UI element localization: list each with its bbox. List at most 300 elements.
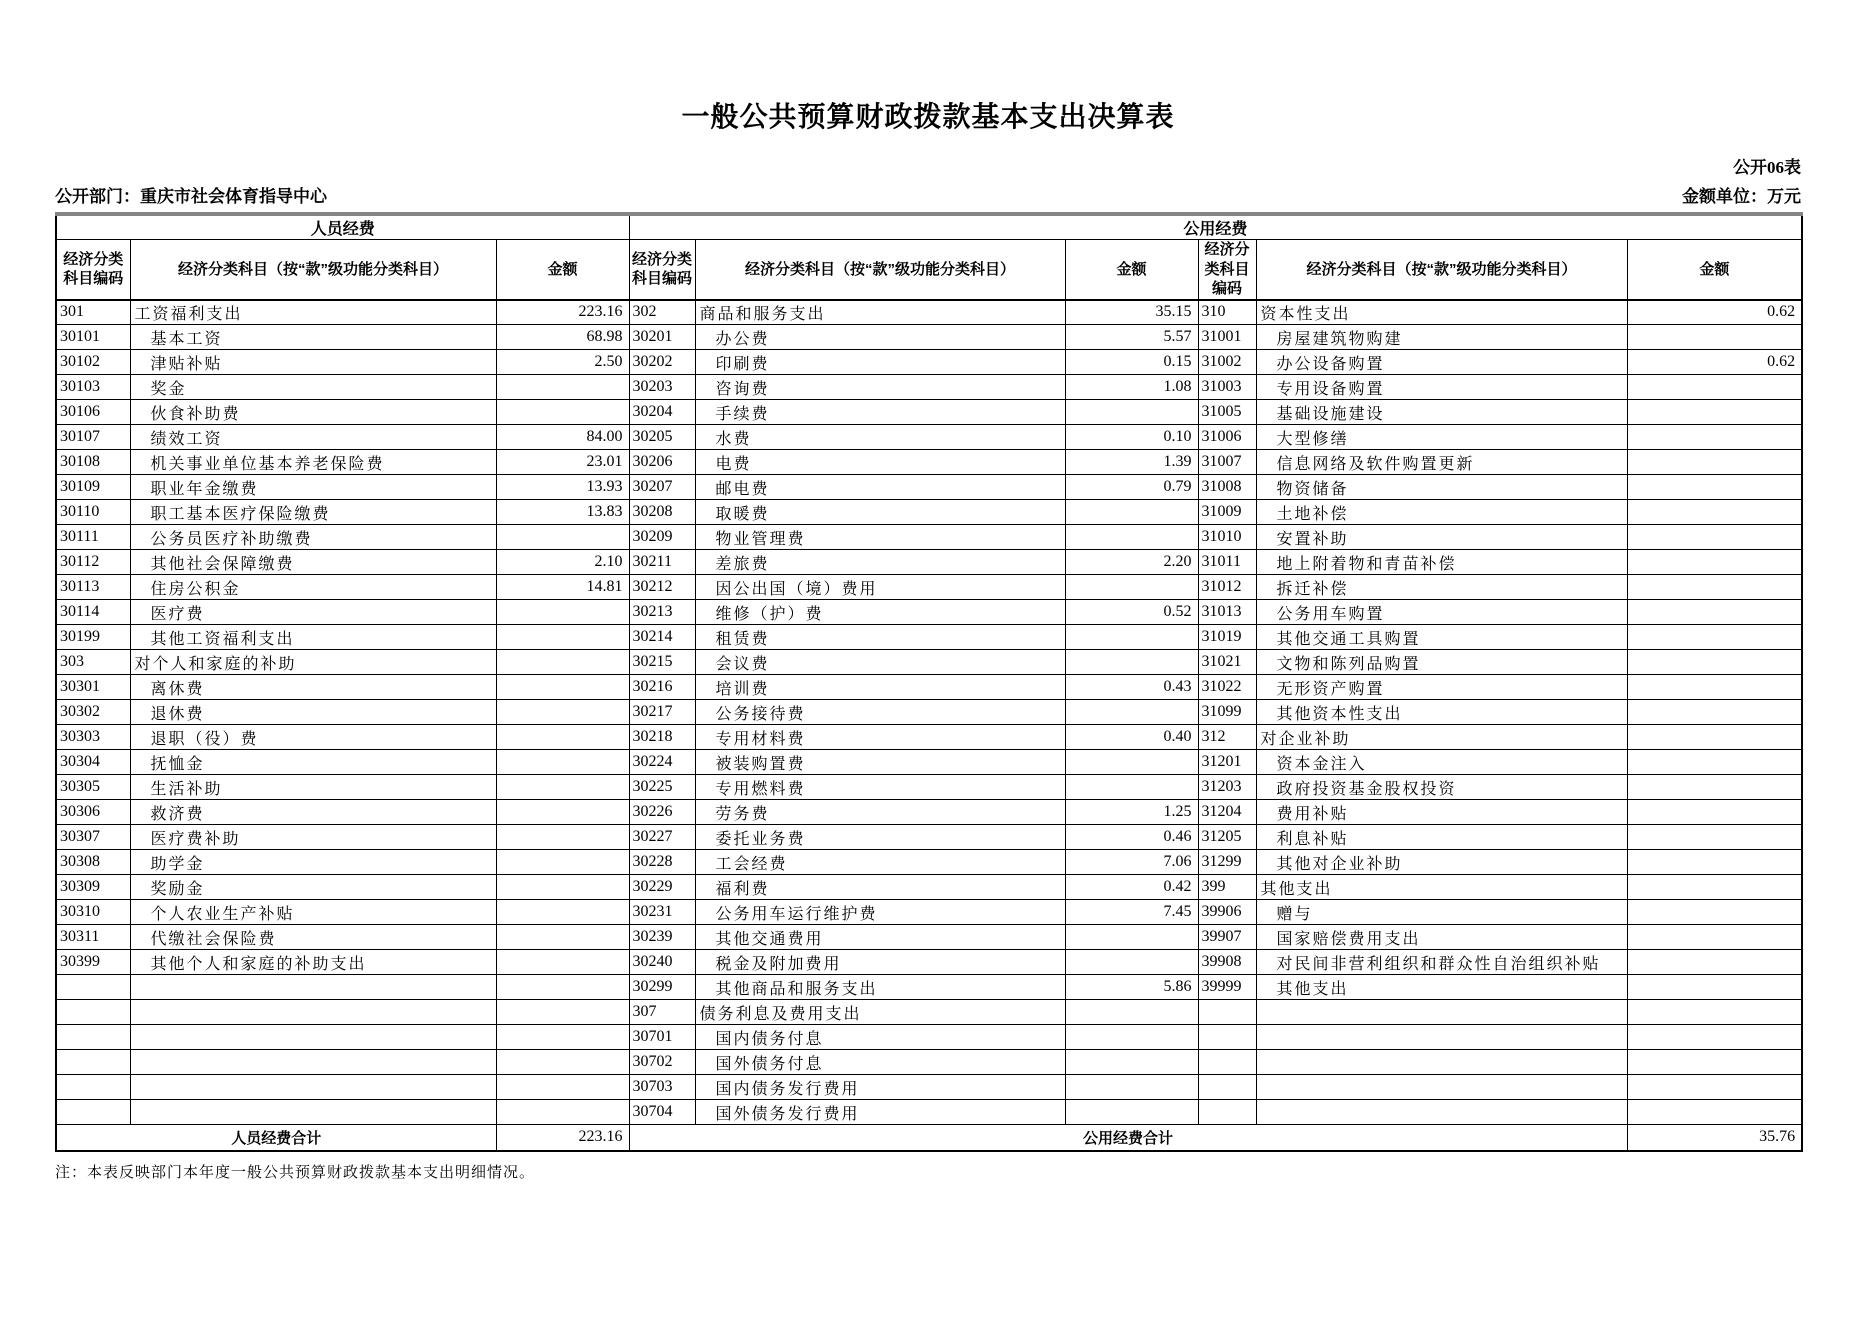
subject-name-cell: 津贴补贴 (130, 350, 496, 375)
amount-cell (1627, 325, 1802, 350)
amount-cell (1627, 1100, 1802, 1125)
subject-name-cell: 工资福利支出 (130, 300, 496, 325)
col-header-amount-3: 金额 (1627, 240, 1802, 300)
amount-cell (1627, 1075, 1802, 1100)
subject-name-cell: 费用补贴 (1256, 800, 1627, 825)
economic-code-cell: 30203 (629, 375, 695, 400)
amount-cell: 23.01 (496, 450, 629, 475)
economic-code-cell: 30217 (629, 700, 695, 725)
amount-cell (1627, 775, 1802, 800)
economic-code-cell: 30305 (56, 775, 130, 800)
table-body (56, 300, 1802, 1125)
subject-name-cell (130, 1100, 496, 1125)
subject-name-cell: 国内债务发行费用 (695, 1075, 1065, 1100)
amount-cell (1065, 1075, 1198, 1100)
table-row (56, 575, 1802, 600)
table-row (56, 450, 1802, 475)
economic-code-cell: 30205 (629, 425, 695, 450)
subject-name-cell: 对个人和家庭的补助 (130, 650, 496, 675)
table-row (56, 600, 1802, 625)
economic-code-cell: 30214 (629, 625, 695, 650)
amount-cell (496, 525, 629, 550)
table-row (56, 900, 1802, 925)
amount-cell (1627, 450, 1802, 475)
subject-name-cell: 其他工资福利支出 (130, 625, 496, 650)
unit-label: 金额单位：万元 (1682, 187, 1801, 206)
amount-cell (1627, 600, 1802, 625)
economic-code-cell: 31299 (1198, 850, 1256, 875)
subject-name-cell: 印刷费 (695, 350, 1065, 375)
economic-code-cell: 399 (1198, 875, 1256, 900)
economic-code-cell: 30303 (56, 725, 130, 750)
amount-cell (1065, 1100, 1198, 1125)
amount-cell (1627, 375, 1802, 400)
subject-name-cell: 其他个人和家庭的补助支出 (130, 950, 496, 975)
subject-name-cell: 水费 (695, 425, 1065, 450)
amount-cell (1065, 750, 1198, 775)
amount-cell (1627, 650, 1802, 675)
economic-code-cell (56, 1075, 130, 1100)
amount-cell: 0.79 (1065, 475, 1198, 500)
subject-name-cell: 伙食补助费 (130, 400, 496, 425)
subject-name-cell: 邮电费 (695, 475, 1065, 500)
subject-name-cell: 物业管理费 (695, 525, 1065, 550)
amount-cell: 13.93 (496, 475, 629, 500)
table-row (56, 1100, 1802, 1125)
subject-name-cell (130, 1050, 496, 1075)
economic-code-cell: 30114 (56, 600, 130, 625)
economic-code-cell: 30399 (56, 950, 130, 975)
subject-name-cell: 住房公积金 (130, 575, 496, 600)
economic-code-cell: 39999 (1198, 975, 1256, 1000)
subject-name-cell: 资本金注入 (1256, 750, 1627, 775)
amount-cell (1627, 850, 1802, 875)
amount-cell: 35.15 (1065, 300, 1198, 325)
subject-name-cell: 公务用车购置 (1256, 600, 1627, 625)
col-header-name-2: 经济分类科目（按“款”级功能分类科目） (695, 240, 1065, 300)
economic-code-cell: 30703 (629, 1075, 695, 1100)
subject-name-cell: 手续费 (695, 400, 1065, 425)
subject-name-cell: 利息补贴 (1256, 825, 1627, 850)
amount-cell (1627, 725, 1802, 750)
amount-cell (1065, 950, 1198, 975)
subject-name-cell: 差旅费 (695, 550, 1065, 575)
col-header-code-2: 经济分类科目编码 (629, 240, 695, 300)
economic-code-cell: 303 (56, 650, 130, 675)
col-header-code-1: 经济分类科目编码 (56, 240, 130, 300)
subject-name-cell: 资本性支出 (1256, 300, 1627, 325)
subject-name-cell: 办公费 (695, 325, 1065, 350)
economic-code-cell: 30109 (56, 475, 130, 500)
amount-cell (496, 950, 629, 975)
economic-code-cell (56, 1100, 130, 1125)
economic-code-cell: 301 (56, 300, 130, 325)
subject-name-cell: 电费 (695, 450, 1065, 475)
economic-code-cell: 30311 (56, 925, 130, 950)
subject-name-cell: 医疗费补助 (130, 825, 496, 850)
economic-code-cell: 30199 (56, 625, 130, 650)
subject-name-cell: 代缴社会保险费 (130, 925, 496, 950)
economic-code-cell: 31003 (1198, 375, 1256, 400)
col-header-amount-2: 金额 (1065, 240, 1198, 300)
subject-name-cell: 生活补助 (130, 775, 496, 800)
economic-code-cell: 31099 (1198, 700, 1256, 725)
col-header-code-3: 经济分类科目编码 (1198, 240, 1256, 300)
amount-cell (1065, 400, 1198, 425)
economic-code-cell: 30110 (56, 500, 130, 525)
subject-name-cell: 无形资产购置 (1256, 675, 1627, 700)
amount-cell (1627, 475, 1802, 500)
subject-name-cell: 其他支出 (1256, 975, 1627, 1000)
subject-name-cell: 安置补助 (1256, 525, 1627, 550)
amount-cell (496, 775, 629, 800)
economic-code-cell (1198, 1075, 1256, 1100)
economic-code-cell: 30226 (629, 800, 695, 825)
economic-code-cell: 30228 (629, 850, 695, 875)
economic-code-cell: 30299 (629, 975, 695, 1000)
subject-name-cell: 商品和服务支出 (695, 300, 1065, 325)
col-header-amount-1: 金额 (496, 240, 629, 300)
economic-code-cell (56, 975, 130, 1000)
amount-cell: 13.83 (496, 500, 629, 525)
subject-name-cell: 其他交通工具购置 (1256, 625, 1627, 650)
amount-cell (496, 825, 629, 850)
economic-code-cell: 30207 (629, 475, 695, 500)
subject-name-cell: 奖励金 (130, 875, 496, 900)
subject-name-cell: 债务利息及费用支出 (695, 1000, 1065, 1025)
amount-cell (1065, 500, 1198, 525)
subject-name-cell: 委托业务费 (695, 825, 1065, 850)
amount-cell (496, 800, 629, 825)
economic-code-cell (1198, 1100, 1256, 1125)
economic-code-cell: 30108 (56, 450, 130, 475)
subject-name-cell (1256, 1050, 1627, 1075)
subject-name-cell (1256, 1075, 1627, 1100)
economic-code-cell: 30211 (629, 550, 695, 575)
subject-name-cell: 公务用车运行维护费 (695, 900, 1065, 925)
economic-code-cell: 31005 (1198, 400, 1256, 425)
amount-cell: 84.00 (496, 425, 629, 450)
amount-cell (1627, 625, 1802, 650)
budget-table (55, 212, 1803, 1152)
subject-name-cell: 信息网络及软件购置更新 (1256, 450, 1627, 475)
economic-code-cell: 30225 (629, 775, 695, 800)
amount-cell (496, 700, 629, 725)
economic-code-cell: 30218 (629, 725, 695, 750)
economic-code-cell: 312 (1198, 725, 1256, 750)
subject-name-cell: 医疗费 (130, 600, 496, 625)
subject-name-cell: 对民间非营利组织和群众性自治组织补贴 (1256, 950, 1627, 975)
subject-name-cell: 因公出国（境）费用 (695, 575, 1065, 600)
amount-cell (1627, 925, 1802, 950)
subject-name-cell: 职业年金缴费 (130, 475, 496, 500)
amount-cell (1627, 675, 1802, 700)
table-row (56, 825, 1802, 850)
table-row (56, 550, 1802, 575)
amount-cell (496, 900, 629, 925)
table-row (56, 725, 1802, 750)
subject-name-cell (130, 1075, 496, 1100)
table-row (56, 525, 1802, 550)
economic-code-cell: 31021 (1198, 650, 1256, 675)
amount-cell (496, 400, 629, 425)
amount-cell: 0.52 (1065, 600, 1198, 625)
economic-code-cell: 31022 (1198, 675, 1256, 700)
table-row (56, 400, 1802, 425)
total-row (56, 1125, 1802, 1151)
amount-cell (1627, 800, 1802, 825)
table-row (56, 1050, 1802, 1075)
subject-name-cell: 奖金 (130, 375, 496, 400)
amount-cell (1627, 1025, 1802, 1050)
economic-code-cell: 30204 (629, 400, 695, 425)
column-header-row (56, 240, 1802, 300)
amount-cell: 0.10 (1065, 425, 1198, 450)
subject-name-cell: 物资储备 (1256, 475, 1627, 500)
department-label: 公开部门：重庆市社会体育指导中心 (55, 187, 327, 206)
amount-cell (1627, 975, 1802, 1000)
amount-cell (1627, 950, 1802, 975)
amount-cell (1627, 400, 1802, 425)
amount-cell: 223.16 (496, 300, 629, 325)
economic-code-cell: 30701 (629, 1025, 695, 1050)
amount-cell (1627, 700, 1802, 725)
economic-code-cell (56, 1050, 130, 1075)
subject-name-cell: 拆迁补偿 (1256, 575, 1627, 600)
subject-name-cell (130, 1025, 496, 1050)
table-row (56, 975, 1802, 1000)
subject-name-cell: 职工基本医疗保险缴费 (130, 500, 496, 525)
economic-code-cell: 302 (629, 300, 695, 325)
economic-code-cell: 31205 (1198, 825, 1256, 850)
subject-name-cell: 地上附着物和青苗补偿 (1256, 550, 1627, 575)
table-row (56, 375, 1802, 400)
table-row (56, 675, 1802, 700)
economic-code-cell: 31011 (1198, 550, 1256, 575)
subject-name-cell: 其他社会保障缴费 (130, 550, 496, 575)
sheet-code-label: 公开06表 (1733, 158, 1801, 177)
subject-name-cell: 土地补偿 (1256, 500, 1627, 525)
amount-cell: 5.57 (1065, 325, 1198, 350)
amount-cell: 0.42 (1065, 875, 1198, 900)
subject-name-cell: 国外债务付息 (695, 1050, 1065, 1075)
economic-code-cell: 30208 (629, 500, 695, 525)
economic-code-cell: 31010 (1198, 525, 1256, 550)
subject-name-cell: 公务接待费 (695, 700, 1065, 725)
economic-code-cell: 30106 (56, 400, 130, 425)
table-row (56, 425, 1802, 450)
economic-code-cell (1198, 1025, 1256, 1050)
table-row (56, 750, 1802, 775)
subject-name-cell: 其他支出 (1256, 875, 1627, 900)
economic-code-cell: 31007 (1198, 450, 1256, 475)
subject-name-cell: 维修（护）费 (695, 600, 1065, 625)
economic-code-cell: 39906 (1198, 900, 1256, 925)
subject-name-cell: 机关事业单位基本养老保险费 (130, 450, 496, 475)
amount-cell: 0.62 (1627, 350, 1802, 375)
subject-name-cell: 赠与 (1256, 900, 1627, 925)
amount-cell (1627, 825, 1802, 850)
group-header-personnel: 人员经费 (56, 214, 629, 240)
table-row (56, 650, 1802, 675)
table-row (56, 950, 1802, 975)
table-row (56, 775, 1802, 800)
amount-cell: 68.98 (496, 325, 629, 350)
economic-code-cell: 30304 (56, 750, 130, 775)
subject-name-cell: 福利费 (695, 875, 1065, 900)
economic-code-cell: 30310 (56, 900, 130, 925)
public-total-amount: 35.76 (1627, 1125, 1802, 1151)
table-row (56, 1025, 1802, 1050)
subject-name-cell: 会议费 (695, 650, 1065, 675)
col-header-name-1: 经济分类科目（按“款”级功能分类科目） (130, 240, 496, 300)
amount-cell (496, 1075, 629, 1100)
economic-code-cell: 30702 (629, 1050, 695, 1075)
economic-code-cell: 31009 (1198, 500, 1256, 525)
amount-cell: 7.06 (1065, 850, 1198, 875)
subject-name-cell: 其他资本性支出 (1256, 700, 1627, 725)
economic-code-cell: 31002 (1198, 350, 1256, 375)
economic-code-cell: 30212 (629, 575, 695, 600)
economic-code-cell: 30101 (56, 325, 130, 350)
economic-code-cell: 31012 (1198, 575, 1256, 600)
subject-name-cell: 国家赔偿费用支出 (1256, 925, 1627, 950)
subject-name-cell: 绩效工资 (130, 425, 496, 450)
subject-name-cell (1256, 1025, 1627, 1050)
amount-cell: 0.43 (1065, 675, 1198, 700)
economic-code-cell: 39908 (1198, 950, 1256, 975)
amount-cell (1627, 900, 1802, 925)
subject-name-cell: 租赁费 (695, 625, 1065, 650)
economic-code-cell: 307 (629, 1000, 695, 1025)
subject-name-cell: 其他交通费用 (695, 925, 1065, 950)
amount-cell (496, 1100, 629, 1125)
table-row (56, 300, 1802, 325)
economic-code-cell: 30216 (629, 675, 695, 700)
amount-cell (1065, 575, 1198, 600)
amount-cell (1627, 575, 1802, 600)
table-row (56, 625, 1802, 650)
amount-cell (1627, 1000, 1802, 1025)
subject-name-cell: 国外债务发行费用 (695, 1100, 1065, 1125)
table-row (56, 925, 1802, 950)
subject-name-cell: 离休费 (130, 675, 496, 700)
amount-cell: 2.20 (1065, 550, 1198, 575)
amount-cell: 7.45 (1065, 900, 1198, 925)
economic-code-cell (56, 1025, 130, 1050)
amount-cell (1065, 650, 1198, 675)
economic-code-cell: 31204 (1198, 800, 1256, 825)
economic-code-cell: 30309 (56, 875, 130, 900)
economic-code-cell (56, 1000, 130, 1025)
public-total-label: 公用经费合计 (629, 1125, 1627, 1151)
amount-cell (496, 1025, 629, 1050)
subject-name-cell: 政府投资基金股权投资 (1256, 775, 1627, 800)
economic-code-cell: 30307 (56, 825, 130, 850)
amount-cell (1065, 525, 1198, 550)
amount-cell (496, 375, 629, 400)
table-row (56, 700, 1802, 725)
amount-cell (1065, 925, 1198, 950)
amount-cell (1627, 750, 1802, 775)
amount-cell: 0.62 (1627, 300, 1802, 325)
economic-code-cell: 30231 (629, 900, 695, 925)
subject-name-cell: 退职（役）费 (130, 725, 496, 750)
amount-cell (1065, 1000, 1198, 1025)
table-row (56, 875, 1802, 900)
economic-code-cell: 30213 (629, 600, 695, 625)
economic-code-cell: 30202 (629, 350, 695, 375)
economic-code-cell: 30704 (629, 1100, 695, 1125)
economic-code-cell: 30227 (629, 825, 695, 850)
amount-cell (1627, 500, 1802, 525)
table-row (56, 475, 1802, 500)
subject-name-cell: 工会经费 (695, 850, 1065, 875)
amount-cell (1627, 425, 1802, 450)
economic-code-cell: 30201 (629, 325, 695, 350)
table-row (56, 500, 1802, 525)
economic-code-cell: 30301 (56, 675, 130, 700)
economic-code-cell: 30111 (56, 525, 130, 550)
amount-cell (496, 625, 629, 650)
amount-cell (496, 725, 629, 750)
economic-code-cell: 30224 (629, 750, 695, 775)
economic-code-cell: 30102 (56, 350, 130, 375)
amount-cell (1627, 525, 1802, 550)
col-header-name-3: 经济分类科目（按“款”级功能分类科目） (1256, 240, 1627, 300)
subject-name-cell: 其他对企业补助 (1256, 850, 1627, 875)
subject-name-cell: 国内债务付息 (695, 1025, 1065, 1050)
economic-code-cell: 39907 (1198, 925, 1256, 950)
amount-cell: 5.86 (1065, 975, 1198, 1000)
page-title: 一般公共预算财政拨款基本支出决算表 (681, 101, 1175, 132)
group-header-row (56, 214, 1802, 240)
amount-cell (1065, 1050, 1198, 1075)
amount-cell: 14.81 (496, 575, 629, 600)
amount-cell: 2.10 (496, 550, 629, 575)
amount-cell: 1.08 (1065, 375, 1198, 400)
amount-cell (496, 1000, 629, 1025)
amount-cell (496, 975, 629, 1000)
amount-cell (496, 750, 629, 775)
amount-cell: 0.15 (1065, 350, 1198, 375)
subject-name-cell: 取暖费 (695, 500, 1065, 525)
economic-code-cell: 30306 (56, 800, 130, 825)
table-row (56, 800, 1802, 825)
subject-name-cell: 专用材料费 (695, 725, 1065, 750)
table-row (56, 1000, 1802, 1025)
amount-cell: 0.40 (1065, 725, 1198, 750)
subject-name-cell (130, 975, 496, 1000)
amount-cell: 1.25 (1065, 800, 1198, 825)
subject-name-cell: 被装购置费 (695, 750, 1065, 775)
amount-cell (1065, 625, 1198, 650)
personnel-total-label: 人员经费合计 (56, 1125, 496, 1151)
subject-name-cell: 基础设施建设 (1256, 400, 1627, 425)
economic-code-cell: 30240 (629, 950, 695, 975)
subject-name-cell: 专用燃料费 (695, 775, 1065, 800)
subject-name-cell: 房屋建筑物购建 (1256, 325, 1627, 350)
economic-code-cell: 31019 (1198, 625, 1256, 650)
subject-name-cell: 对企业补助 (1256, 725, 1627, 750)
economic-code-cell (1198, 1000, 1256, 1025)
economic-code-cell: 30113 (56, 575, 130, 600)
amount-cell: 2.50 (496, 350, 629, 375)
subject-name-cell: 文物和陈列品购置 (1256, 650, 1627, 675)
economic-code-cell: 31008 (1198, 475, 1256, 500)
economic-code-cell: 30308 (56, 850, 130, 875)
economic-code-cell: 30215 (629, 650, 695, 675)
